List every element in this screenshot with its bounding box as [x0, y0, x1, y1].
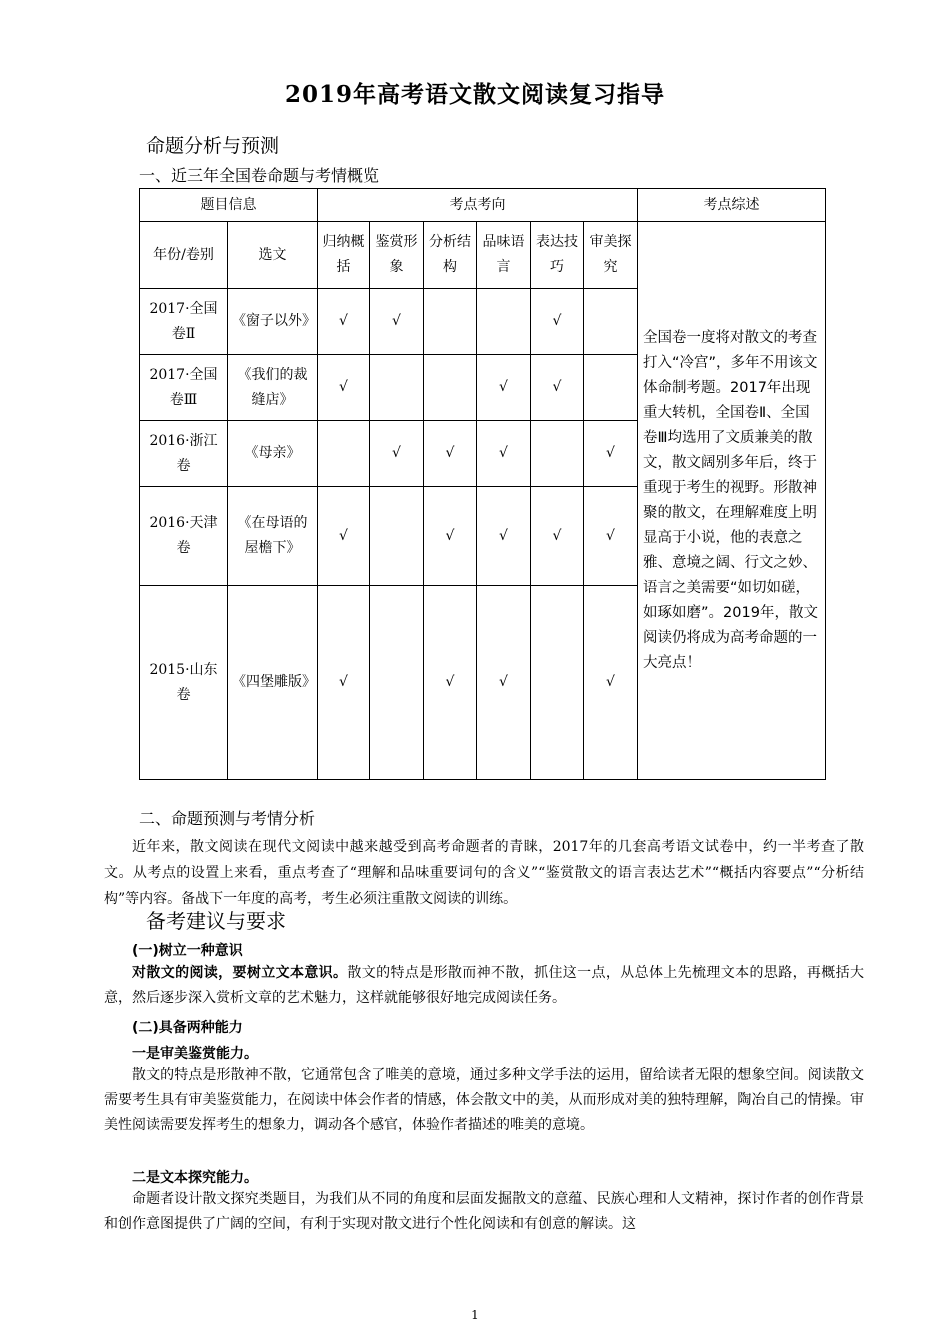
- row-year: 2015·山东卷: [140, 586, 228, 780]
- check-cell: [370, 355, 424, 421]
- analysis-paragraph: 近年来，散文阅读在现代文阅读中越来越受到高考命题者的青睐，2017年的几套高考语文试卷中，约一半考查了散文。从考点的设置上来看，重点考查了“理解和品味重要词句的含义”“鉴赏散文的语言表达艺术”“概括内容要点”“分析结构”等内容。备战下一年度的高考，考生必须注重散文阅读的训练。: [104, 839, 864, 907]
- check-cell: [370, 487, 424, 586]
- check-mark: √: [477, 355, 531, 421]
- check-mark: √: [424, 421, 477, 487]
- table-header-row: [140, 189, 826, 222]
- check-cell: [531, 421, 584, 487]
- check-mark: √: [318, 289, 370, 355]
- check-mark: √: [584, 487, 638, 586]
- section1-sub2: 二、命题预测与考情分析: [139, 809, 316, 828]
- check-mark: √: [584, 421, 638, 487]
- overview-table: [139, 188, 826, 780]
- check-mark: √: [424, 586, 477, 780]
- table-subheader-row: [140, 222, 826, 289]
- row-text: 《母亲》: [228, 421, 318, 487]
- subheader-year: 年份/卷别: [140, 222, 228, 289]
- row-text: 《窗子以外》: [228, 289, 318, 355]
- page-title: 2019年高考语文散文阅读复习指导: [284, 81, 665, 108]
- item1-text: 散文的特点是形散而神不散，抓住这一点，从总体上先梳理文本的思路，再概括大意，然后逐步深入赏析文章的艺术魅力，这样就能够很好地完成阅读任务。: [104, 965, 865, 1006]
- row-year: 2017·全国卷Ⅲ: [140, 355, 228, 421]
- ability1-title: 一是审美鉴赏能力。: [132, 1046, 258, 1062]
- item2-title: (二)具备两种能力: [132, 1020, 243, 1036]
- row-text: 《我们的裁缝店》: [228, 355, 318, 421]
- header-direction: 考点考向: [318, 189, 638, 222]
- check-cell: [477, 289, 531, 355]
- subheader-col: 分析结构: [424, 222, 477, 289]
- subheader-text: 选文: [228, 222, 318, 289]
- subheader-col: 品味语言: [477, 222, 531, 289]
- check-mark: √: [318, 487, 370, 586]
- check-mark: √: [477, 421, 531, 487]
- check-mark: √: [477, 487, 531, 586]
- check-mark: √: [531, 289, 584, 355]
- subheader-col: 归纳概括: [318, 222, 370, 289]
- check-mark: √: [370, 421, 424, 487]
- subheader-col: 鉴赏形象: [370, 222, 424, 289]
- row-year: 2016·浙江卷: [140, 421, 228, 487]
- ability2-paragraph: 命题者设计散文探究类题目，为我们从不同的角度和层面发掘散文的意蕴、民族心理和人文精神，探讨作者的创作背景和创作意图提供了广阔的空间，有利于实现对散文进行个性化阅读和有创意的解读。这: [104, 1191, 864, 1232]
- item1-bold: 对散文的阅读，要树立文本意识。: [132, 965, 348, 981]
- row-text: 《四堡雕版》: [228, 586, 318, 780]
- check-mark: √: [531, 487, 584, 586]
- check-mark: √: [477, 586, 531, 780]
- header-info: 题目信息: [140, 189, 318, 222]
- subheader-col: 表达技巧: [531, 222, 584, 289]
- check-cell: [424, 289, 477, 355]
- check-mark: √: [370, 289, 424, 355]
- check-mark: √: [318, 586, 370, 780]
- check-cell: [424, 355, 477, 421]
- check-cell: [318, 421, 370, 487]
- item1-paragraph: [104, 961, 864, 1011]
- row-year: 2016·天津卷: [140, 487, 228, 586]
- section1-heading: 命题分析与预测: [146, 135, 280, 157]
- check-cell: [370, 586, 424, 780]
- header-summary: 考点综述: [638, 189, 826, 222]
- check-mark: √: [424, 487, 477, 586]
- row-text: 《在母语的屋檐下》: [228, 487, 318, 586]
- page-number: 1: [471, 1308, 479, 1322]
- check-mark: √: [318, 355, 370, 421]
- summary-cell: 全国卷一度将对散文的考查打入“冷宫”，多年不用该文体命制考题。2017年出现重大转机，全国卷Ⅱ、全国卷Ⅲ均选用了文质兼美的散文，散文阔别多年后，终于重现于考生的视野。形散神聚的散文，在理解难度上明显高于小说，他的表意之雅、意境之阔、行文之妙、语言之美需要“如切如磋，如琢如磨”。2019年，散文阅读仍将成为高考命题的一大亮点！: [638, 222, 826, 780]
- section1-sub1: 一、近三年全国卷命题与考情概览: [139, 166, 380, 185]
- check-cell: [584, 289, 638, 355]
- ability1-paragraph: 散文的特点是形散神不散，它通常包含了唯美的意境，通过多种文学手法的运用，留给读者无限的想象空间。阅读散文需要考生具有审美鉴赏能力，在阅读中体会作者的情感，体会散文中的美，从而形成对美的独特理解，陶冶自己的情操。审美性阅读需要发挥考生的想象力，调动各个感官，体验作者描述的唯美的意境。: [104, 1067, 864, 1133]
- row-year: 2017·全国卷Ⅱ: [140, 289, 228, 355]
- check-mark: √: [584, 586, 638, 780]
- subheader-col: 审美探究: [584, 222, 638, 289]
- check-cell: [584, 355, 638, 421]
- ability2-title: 二是文本探究能力。: [132, 1170, 258, 1186]
- section2-heading: 备考建议与要求: [146, 909, 286, 933]
- check-cell: [531, 586, 584, 780]
- item1-title: (一)树立一种意识: [132, 943, 243, 959]
- check-mark: √: [531, 355, 584, 421]
